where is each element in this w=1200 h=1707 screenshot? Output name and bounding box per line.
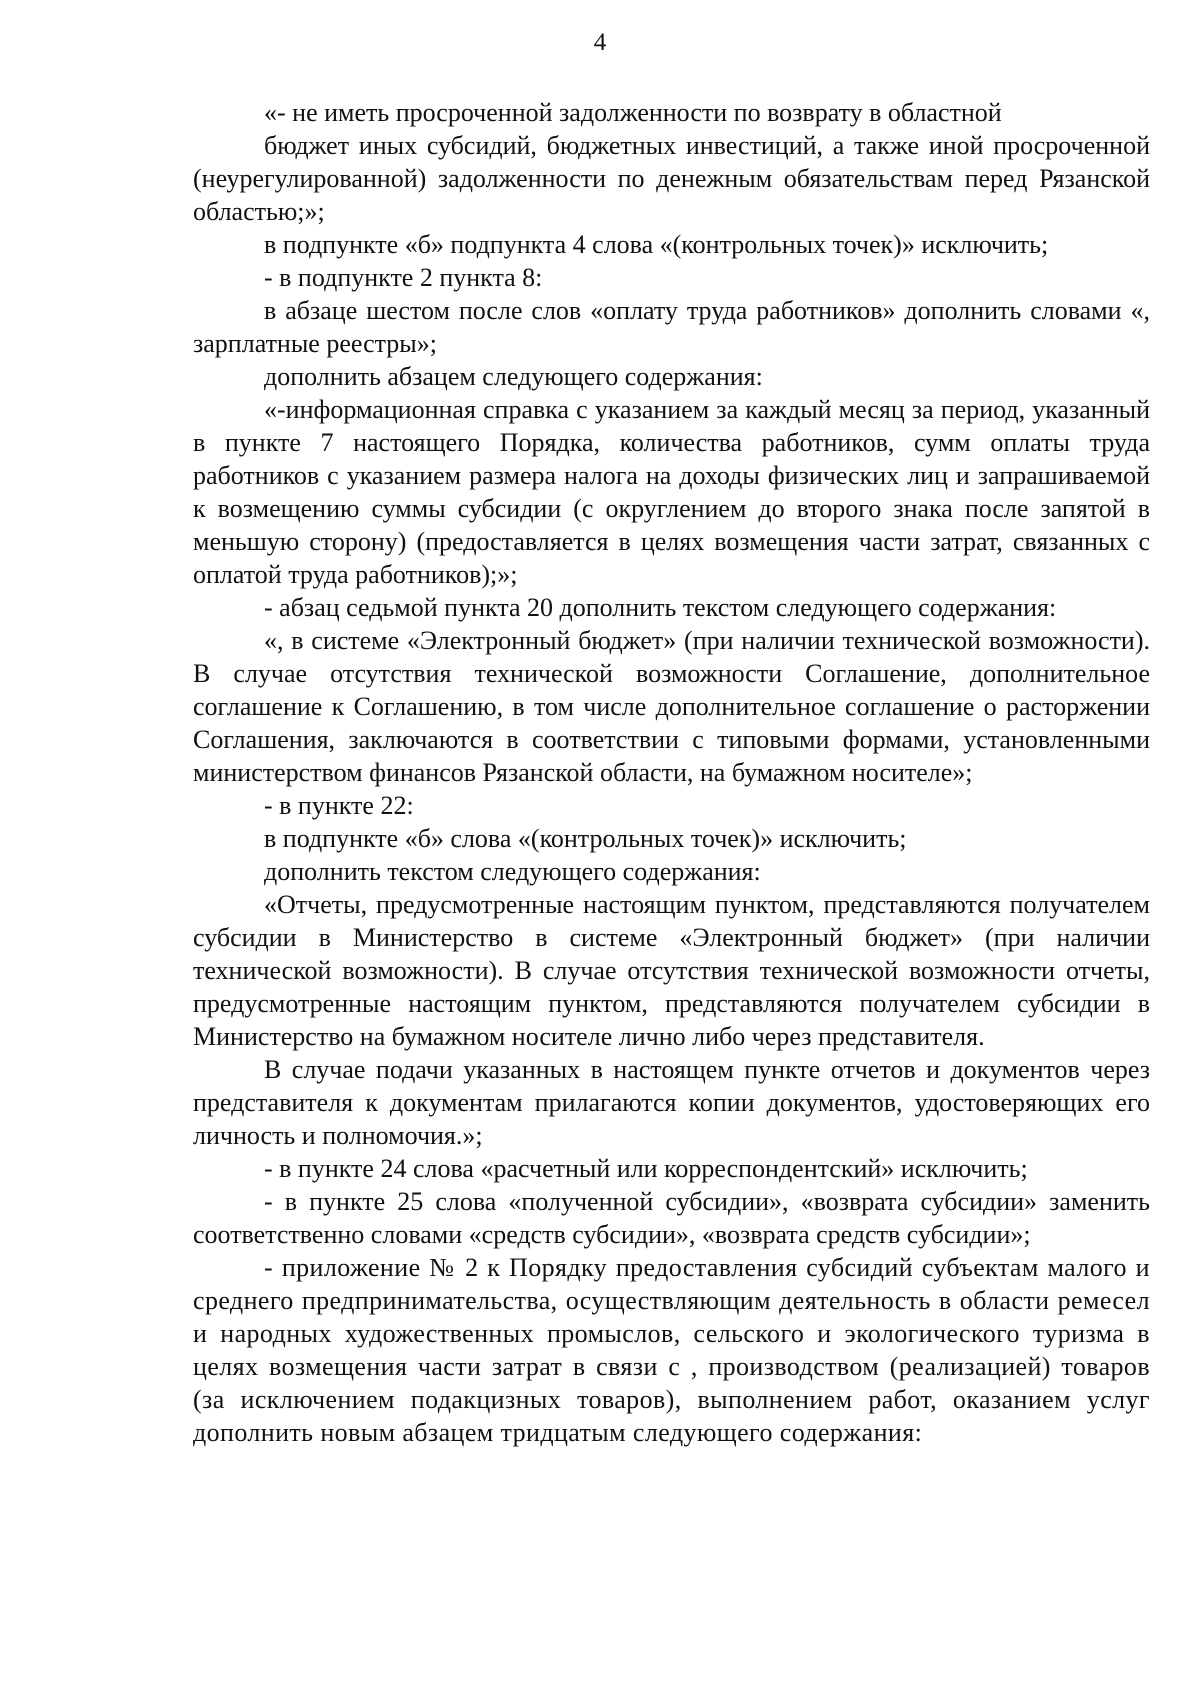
document-body xyxy=(193,96,1150,1449)
paragraph: - в пункте 24 слова «расчетный или корреспондентский» исключить; xyxy=(264,1154,1028,1183)
paragraph: - абзац седьмой пункта 20 дополнить текстом следующего содержания: xyxy=(264,593,1057,622)
paragraph: в абзаце шестом после слов «оплату труда работников» дополнить словами «, зарплатные реестры»; xyxy=(193,296,1150,358)
paragraph: дополнить текстом следующего содержания: xyxy=(264,857,761,886)
paragraph: бюджет иных субсидий, бюджетных инвестиций, а также иной просроченной (неурегулированной) задолженности по денежным обязательствам перед Рязанской областью;»; xyxy=(193,131,1150,226)
paragraph: - в пункте 25 слова «полученной субсидии», «возврата субсидии» заменить соответственно словами «средств субсидии», «возврата средств субсидии»; xyxy=(193,1187,1150,1249)
paragraph: «-информационная справка с указанием за каждый месяц за период, указанный в пункте 7 настоящего Порядка, количества работников, сумм оплаты труда работников с указанием размера налога на доходы физических лиц и запрашиваемой к возмещению суммы субсидии (с округлением до второго знака после запятой в меньшую сторону) (предоставляется в целях возмещения части затрат, связанных с оплатой труда работников);»; xyxy=(193,395,1150,589)
paragraph: «, в системе «Электронный бюджет» (при наличии технической возможности). В случае отсутствия технической возможности Соглашение, дополнительное соглашение к Соглашению, в том числе дополнительное соглашение о расторжении Соглашения, заключаются в соответствии с типовыми формами, установленными министерством финансов Рязанской области, на бумажном носителе»; xyxy=(193,626,1150,787)
page-number: 4 xyxy=(593,29,607,56)
paragraph: - в пункте 22: xyxy=(264,791,414,820)
paragraph: в подпункте «б» подпункта 4 слова «(контрольных точек)» исключить; xyxy=(264,230,1049,259)
paragraph: «Отчеты, предусмотренные настоящим пунктом, представляются получателем субсидии в Министерство в системе «Электронный бюджет» (при наличии технической возможности). В случае отсутствия технической возможности отчеты, предусмотренные настоящим пунктом, представляются получателем субсидии в Министерство на бумажном носителе лично либо через представителя. xyxy=(193,890,1150,1051)
paragraph: - приложение № 2 к Порядку предоставления субсидий субъектам малого и среднего предпринимательства, осуществляющим деятельность в области ремесел и народных художественных промыслов, сельского и экологического туризма в целях возмещения части затрат в связи с , производством (реализацией) товаров (за исключением подакцизных товаров), выполнением работ, оказанием услуг дополнить новым абзацем тридцатым следующего содержания: xyxy=(193,1253,1150,1447)
paragraph: в подпункте «б» слова «(контрольных точек)» исключить; xyxy=(264,824,907,853)
paragraph: «- не иметь просроченной задолженности по возврату в областной xyxy=(264,98,1002,127)
paragraph: В случае подачи указанных в настоящем пункте отчетов и документов через представителя к документам прилагаются копии документов, удостоверяющих его личность и полномочия.»; xyxy=(193,1055,1150,1150)
paragraph: дополнить абзацем следующего содержания: xyxy=(264,362,763,391)
paragraph: - в подпункте 2 пункта 8: xyxy=(264,263,543,292)
